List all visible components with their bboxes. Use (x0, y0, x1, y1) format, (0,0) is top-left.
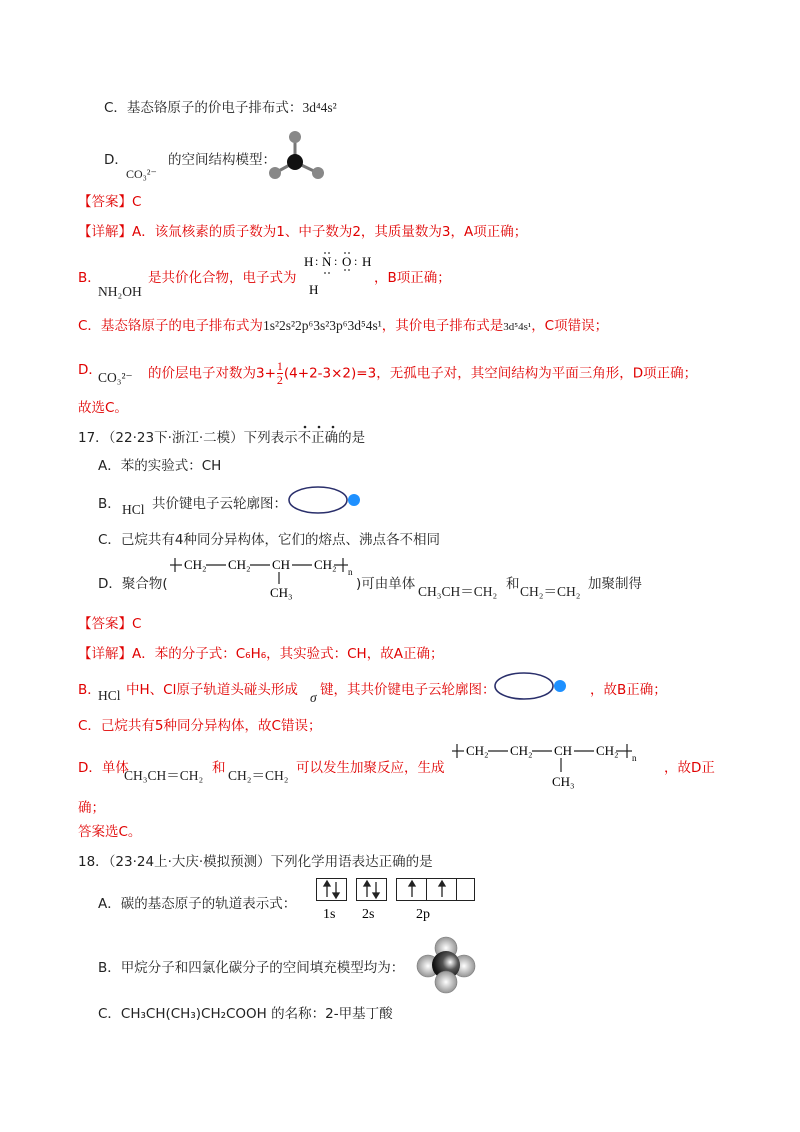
space-filling-model (416, 934, 476, 994)
q18-stem: 18．（23·24上·大庆·模拟预测）下列化学用语表达正确的是 (78, 854, 433, 870)
sigma-bond-cloud (288, 486, 364, 516)
o-atom-left (269, 167, 281, 179)
nh2oh-formula: NH₂OH (98, 284, 142, 299)
svg-text:CH₂: CH₂ (510, 743, 533, 758)
q17-explanation-a: 【详解】A．苯的分子式：C₆H₆，其实验式：CH，故A正确； (78, 646, 444, 662)
svg-text:1s: 1s (323, 907, 336, 922)
q16-option-c: C．基态铬原子的价电子排布式：3d⁴4s² (104, 100, 337, 116)
q17-option-d3: 加聚制得 (588, 576, 642, 592)
q16-conclusion: 故选C。 (78, 400, 128, 416)
q17-b-text2: 键，其共价键电子云轮廓图： (320, 682, 496, 698)
svg-text:2p: 2p (416, 907, 430, 922)
q17-option-c: C．己烷共有4种同分异构体，它们的熔点、沸点各不相同 (98, 532, 441, 548)
q17-explanation-c: C．己烷共有5种同分异构体，故C错误； (78, 718, 322, 734)
svg-text:H: H (362, 254, 372, 269)
svg-text:N: N (322, 254, 332, 269)
svg-text:2s: 2s (362, 907, 375, 922)
svg-text:H: H (304, 254, 314, 269)
svg-text:n: n (348, 567, 353, 577)
svg-text:CH: CH (554, 743, 573, 758)
q17-b-text3: ，故B正确； (590, 682, 667, 698)
q17-b-text1: 中H、Cl原子轨道头碰头形成 (126, 682, 298, 698)
q17-d-and: 和 (506, 576, 520, 592)
ethene-formula: CH₂＝CH₂ (520, 584, 581, 599)
o-atom-right (312, 167, 324, 179)
q17-option-d1: D．聚合物( (98, 576, 168, 592)
q16-answer: 【答案】C (78, 194, 142, 210)
fraction-half: $\frac{1}{2}$ (276, 359, 283, 387)
q18-option-a: A．碳的基态原子的轨道表示式： (98, 896, 297, 912)
q16-explanation-d: D． (78, 362, 102, 378)
q17-answer: 【答案】C (78, 616, 142, 632)
q17-option-d2: )可由单体 (356, 576, 416, 592)
q17-d-text: 可以发生加聚反应，生成 (296, 760, 445, 776)
sigma-symbol: σ (310, 690, 317, 705)
q16-explanation-a: 【详解】A．该氚核素的质子数为1、中子数为2，其质量数为3，A项正确； (78, 224, 528, 240)
svg-text:CH₂: CH₂ (466, 743, 489, 758)
svg-text::: : (334, 254, 338, 268)
q18-option-b: B．甲烷分子和四氯化碳分子的空间填充模型均为： (98, 960, 405, 976)
ethene-formula-exp: CH₂＝CH₂ (228, 768, 289, 783)
svg-text:CH₂: CH₂ (228, 557, 251, 572)
carbon-orbital-diagram (316, 878, 476, 924)
q17-option-a: A．苯的实验式：CH (98, 458, 222, 474)
q16-b-text: 是共价化合物，电子式为 (148, 270, 297, 286)
svg-text:CH₂: CH₂ (184, 557, 207, 572)
svg-text::: : (354, 254, 358, 268)
q16-explanation-b: B． (78, 270, 101, 286)
q16-d-text-exp: 的价层电子对数为3+ $\frac{1}{2}$ (4+2-3×2)=3，无孤电子对，其空间结构为平面三角形，D项正确； (148, 359, 698, 387)
o-atom-top (289, 131, 301, 143)
q17-conclusion: 答案选C。 (78, 824, 142, 840)
polymer-structure (170, 552, 360, 604)
q17-explanation-d1: D．单体 (78, 760, 129, 776)
polymer-structure-exp (452, 738, 647, 794)
svg-text:CH₃: CH₃ (270, 585, 293, 600)
q16-d-ion-exp: CO₃²⁻ (98, 370, 133, 385)
emphasis-dots (300, 424, 340, 430)
svg-text:CH₃: CH₃ (552, 774, 575, 789)
q18-option-c: C．CH₃CH(CH₃)CH₂COOH 的名称：2-甲基丁酸 (98, 1006, 393, 1022)
q17-d-end: ，故D正 (664, 760, 715, 776)
svg-text:n: n (632, 753, 637, 763)
q16-b-end: ，B项正确； (374, 270, 451, 286)
q16-d-text: 的空间结构模型： (168, 152, 276, 168)
svg-text:CH: CH (272, 557, 291, 572)
sigma-bond-cloud-exp (494, 672, 570, 702)
q17-b-text: 共价键电子云轮廓图： (152, 496, 287, 512)
svg-text:H: H (309, 282, 319, 297)
svg-text:CH₂: CH₂ (596, 743, 619, 758)
nh2oh-lewis-structure (302, 248, 378, 298)
hcl-formula: HCl (122, 502, 145, 517)
q17-stem: 17．（22·23下·浙江·二模）下列表示不正确的是 (78, 430, 366, 446)
q17-d-and-exp: 和 (212, 760, 226, 776)
svg-text::: : (315, 254, 319, 268)
trigonal-planar-model (262, 128, 332, 184)
c-atom-center (287, 154, 303, 170)
q17-option-b: B． (98, 496, 121, 512)
svg-text:CH₂: CH₂ (314, 557, 337, 572)
hcl-formula-exp: HCl (98, 688, 121, 703)
q16-d-ion: CO₃²⁻ (126, 167, 157, 181)
q16-explanation-c: C．基态铬原子的电子排布式为1s²2s²2p⁶3s²3p⁶3d⁵4s¹，其价电子排布式是3d⁵4s¹，C项错误； (78, 318, 609, 334)
propene-formula-exp: CH₃CH＝CH₂ (124, 768, 204, 783)
svg-text:O: O (342, 254, 352, 269)
q17-explanation-b: B． (78, 682, 101, 698)
q16-option-d: D． (104, 152, 128, 168)
propene-formula: CH₃CH＝CH₂ (418, 584, 498, 599)
q17-d-end2: 确； (78, 800, 105, 816)
